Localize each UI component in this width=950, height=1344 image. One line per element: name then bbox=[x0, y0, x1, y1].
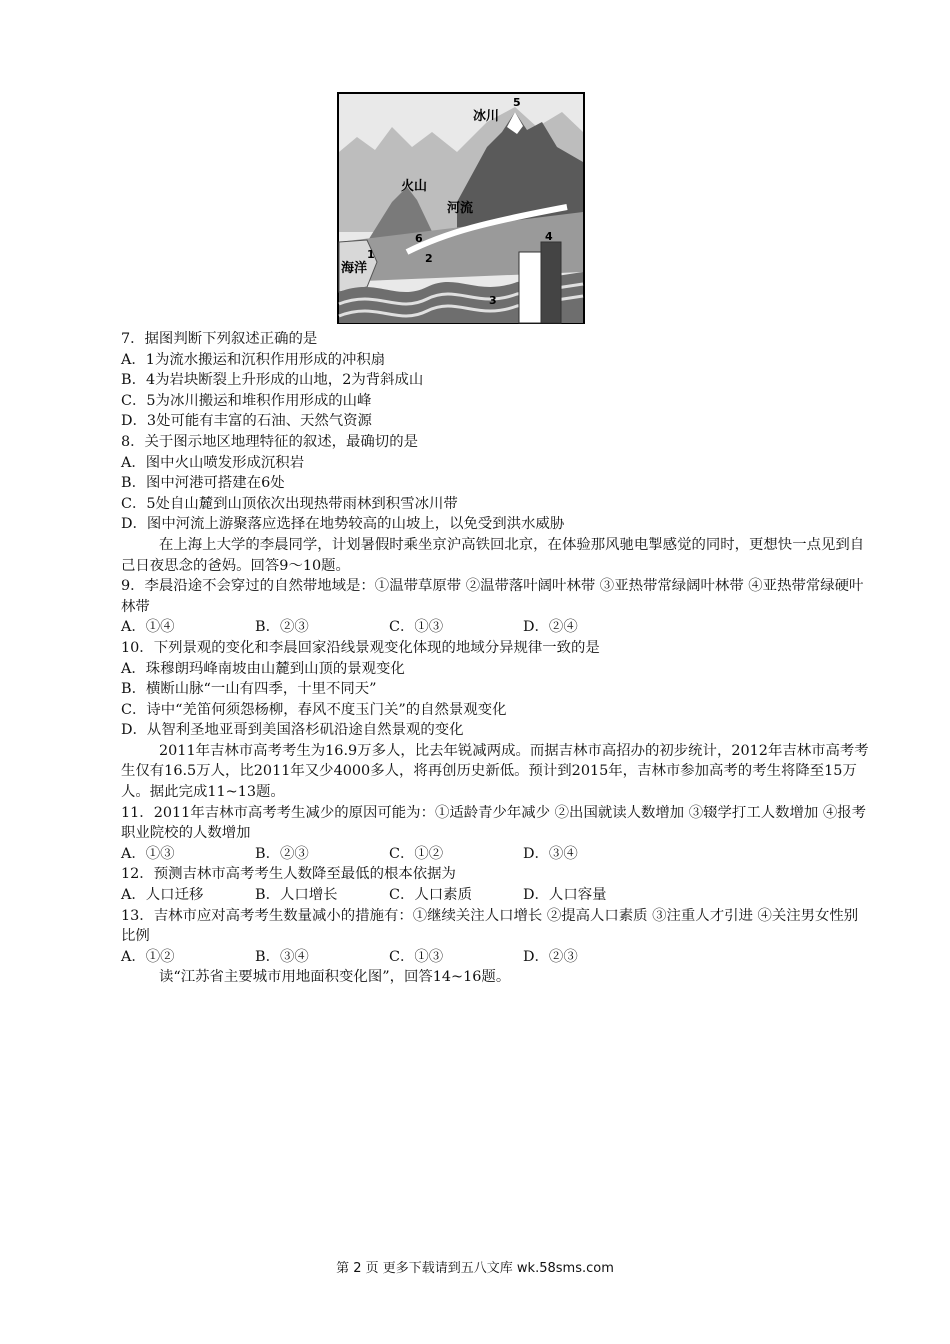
q9-option-a: A．①④ bbox=[121, 619, 175, 636]
geography-landscape-figure bbox=[337, 92, 585, 324]
page-footer: 第 2 页 更多下载请到五八文库 wk.58sms.com bbox=[336, 1261, 614, 1276]
q10-option-b: B．横断山脉“一山有四季，十里不同天” bbox=[121, 681, 377, 698]
q9-stem: 9．李晨沿途不会穿过的自然带地域是：①温带草原带 ②温带落叶阔叶林带 ③亚热带常绿阔叶林带 ④亚热带常绿硬叶林带 bbox=[121, 578, 864, 615]
q7-option-d: D．3处可能有丰富的石油、天然气资源 bbox=[121, 413, 372, 430]
label-volcano: 火山 bbox=[401, 179, 428, 194]
q12-option-b: B．人口增长 bbox=[255, 887, 338, 904]
intro-paragraph-1: 在上海上大学的李晨同学，计划暑假时乘坐京沪高铁回北京，在体验那风驰电掣感觉的同时，更想快一点见到自己日夜思念的爸妈。回答9～10题。 bbox=[121, 536, 865, 574]
q12-option-a: A．人口迁移 bbox=[121, 887, 204, 904]
label-6: 6 bbox=[415, 232, 423, 245]
q8-option-b: B．图中河港可搭建在6处 bbox=[121, 475, 285, 492]
q11-option-b: B．②③ bbox=[255, 845, 309, 862]
q8-option-d: D．图中河流上游聚落应选择在地势较高的山坡上，以免受到洪水威胁 bbox=[121, 516, 565, 533]
label-ocean: 海洋 bbox=[341, 261, 368, 276]
intro-paragraph-3: 读“江苏省主要城市用地面积变化图”，回答14~16题。 bbox=[159, 969, 511, 986]
q10-option-a: A．珠穆朗玛峰南坡由山麓到山顶的景观变化 bbox=[121, 660, 405, 677]
q12-option-d: D．人口容量 bbox=[523, 887, 607, 904]
q13-options bbox=[121, 947, 871, 968]
exam-questions bbox=[121, 329, 871, 988]
label-1: 1 bbox=[367, 248, 375, 261]
q11-option-c: C．①② bbox=[389, 845, 444, 862]
q10-option-d: D．从智利圣地亚哥到美国洛杉矶沿途自然景观的变化 bbox=[121, 722, 464, 739]
q11-options bbox=[121, 844, 871, 865]
q8-stem: 8．关于图示地区地理特征的叙述，最确切的是 bbox=[121, 433, 418, 450]
q12-stem: 12．预测吉林市高考考生人数降至最低的根本依据为 bbox=[121, 866, 456, 883]
label-3: 3 bbox=[489, 294, 497, 307]
q11-option-d: D．③④ bbox=[523, 845, 578, 862]
q7-option-a: A．1为流水搬运和沉积作用形成的冲积扇 bbox=[121, 351, 386, 368]
label-2: 2 bbox=[425, 252, 433, 265]
q9-option-d: D．②④ bbox=[523, 619, 578, 636]
q13-option-d: D．②③ bbox=[523, 948, 578, 965]
q7-option-b: B．4为岩块断裂上升形成的山地，2为背斜成山 bbox=[121, 372, 424, 389]
label-5: 5 bbox=[513, 96, 521, 109]
q12-options bbox=[121, 885, 871, 906]
q13-option-c: C．①③ bbox=[389, 948, 444, 965]
q11-stem: 11．2011年吉林市高考考生减少的原因可能为：①适龄青少年减少 ②出国就读人数增加 ③辍学打工人数增加 ④报考职业院校的人数增加 bbox=[121, 804, 867, 842]
q10-stem: 10．下列景观的变化和李晨回家沿线景观变化体现的地域分异规律一致的是 bbox=[121, 639, 600, 656]
q13-option-a: A．①② bbox=[121, 948, 175, 965]
q12-option-c: C．人口素质 bbox=[389, 887, 472, 904]
q8-option-c: C．5处自山麓到山顶依次出现热带雨林到积雪冰川带 bbox=[121, 495, 458, 512]
q7-stem: 7．据图判断下列叙述正确的是 bbox=[121, 331, 318, 347]
q13-option-b: B．③④ bbox=[255, 948, 309, 965]
label-river: 河流 bbox=[447, 201, 474, 216]
label-4: 4 bbox=[545, 230, 553, 243]
q7-option-c: C．5为冰川搬运和堆积作用形成的山峰 bbox=[121, 392, 372, 409]
q9-option-b: B．②③ bbox=[255, 619, 309, 636]
intro-paragraph-2: 2011年吉林市高考考生为16.9万多人，比去年锐减两成。而据吉林市高招办的初步统计，2012年吉林市高考考生仅有16.5万人，比2011年又少4000多人，将再创历史新低。预计到2015年，吉林市参加高考的考生将降至15万人。据此完成11~13题。 bbox=[121, 742, 869, 801]
q9-options bbox=[121, 617, 871, 638]
q11-option-a: A．①③ bbox=[121, 845, 175, 862]
q13-stem: 13．吉林市应对高考考生数量减小的措施有：①继续关注人口增长 ②提高人口素质 ③注重人才引进 ④关注男女性别比例 bbox=[121, 907, 859, 945]
label-glacier: 冰川 bbox=[473, 109, 500, 124]
q9-option-c: C．①③ bbox=[389, 619, 444, 636]
landscape-illustration bbox=[337, 92, 585, 324]
q8-option-a: A．图中火山喷发形成沉积岩 bbox=[121, 454, 305, 471]
q10-option-c: C．诗中“羌笛何须怨杨柳，春风不度玉门关”的自然景观变化 bbox=[121, 701, 507, 718]
